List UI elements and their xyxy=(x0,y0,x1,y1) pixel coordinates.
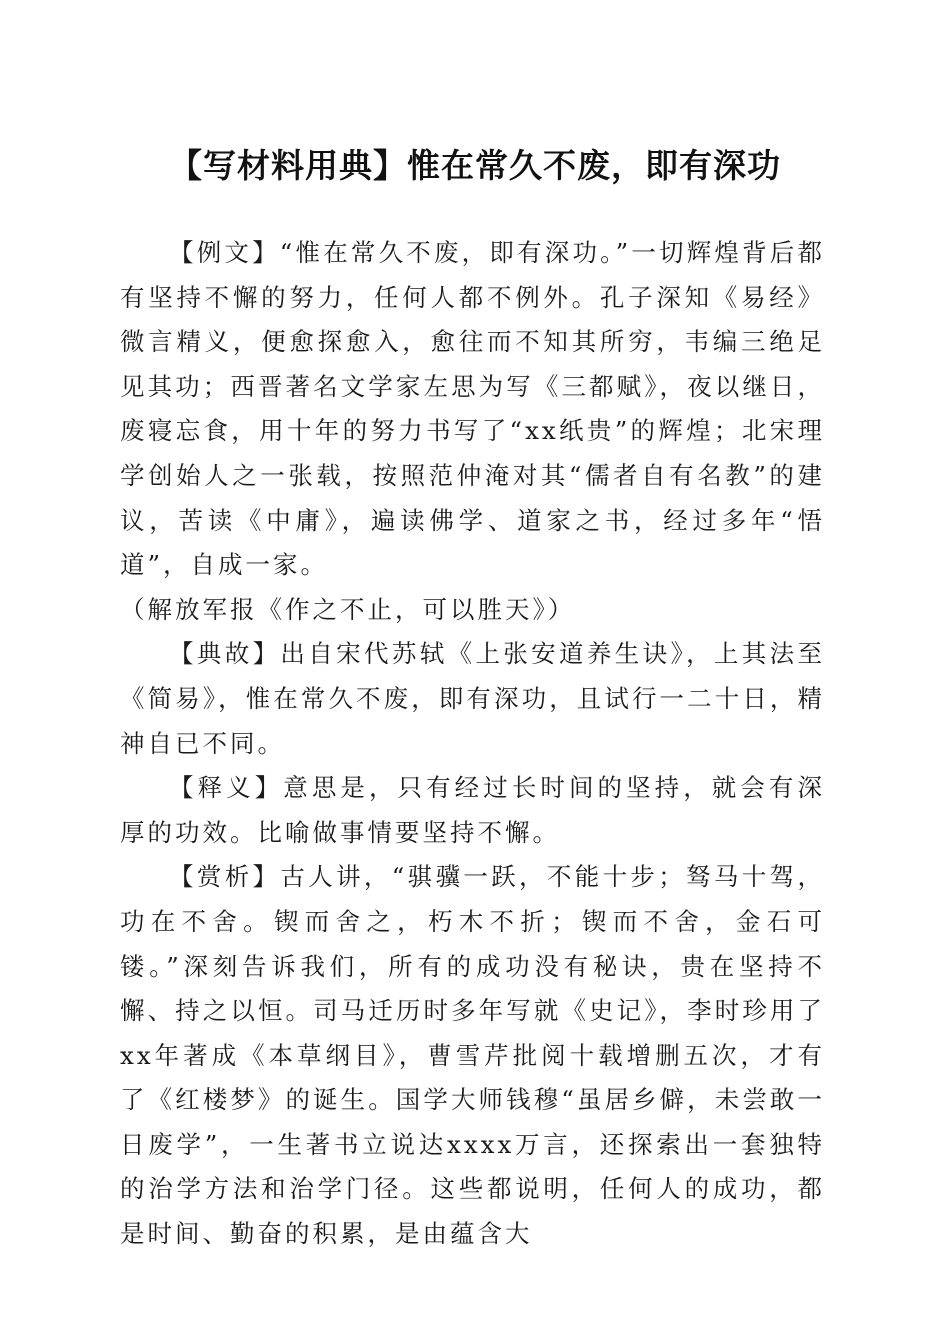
paragraph-allusion: 【典故】出自宋代苏轼《上张安道养生诀》，上其法至《简易》，惟在常久不废，即有深功，且试行一二十日，精神自已不同。 xyxy=(120,639,825,758)
paragraph-source: （解放军报《作之不止，可以胜天》） xyxy=(120,594,576,624)
document-body xyxy=(120,231,825,1257)
paragraph-appreciation: 【赏析】古人讲，“骐骥一跃，不能十步；驽马十驾，功在不舍。锲而舍之，朽木不折；锲而不舍，金石可镂。”深刻告诉我们，所有的成功没有秘诀，贵在坚持不懈、持之以恒。司马迁历时多年写就《史记》，李时珍用了xx年著成《本草纲目》，曹雪芹批阅十载增删五次，才有了《红楼梦》的诞生。国学大师钱穆“虽居乡僻，未尝敢一日废学”，一生著书立说达xxxx万言，还探索出一套独特的治学方法和治学门径。这些都说明，任何人的成功，都是时间、勤奋的积累，是由蕴含大 xyxy=(120,862,825,1249)
paragraph-example: 【例文】“惟在常久不废，即有深功。”一切辉煌背后都有坚持不懈的努力，任何人都不例外。孔子深知《易经》微言精义，便愈探愈入，愈往而不知其所穷，韦编三绝足见其功；西晋著名文学家左思为写《三都赋》，夜以继日，废寝忘食，用十年的努力书写了“xx纸贵”的辉煌；北宋理学创始人之一张载，按照范仲淹对其“儒者自有名教”的建议，苦读《中庸》，遍读佛学、道家之书，经过多年“悟道”，自成一家。 xyxy=(120,238,825,580)
paragraph-meaning: 【释义】意思是，只有经过长时间的坚持，就会有深厚的功效。比喻做事情要坚持不懈。 xyxy=(120,773,825,847)
document-title: 【写材料用典】惟在常久不废，即有深功 xyxy=(169,146,781,185)
